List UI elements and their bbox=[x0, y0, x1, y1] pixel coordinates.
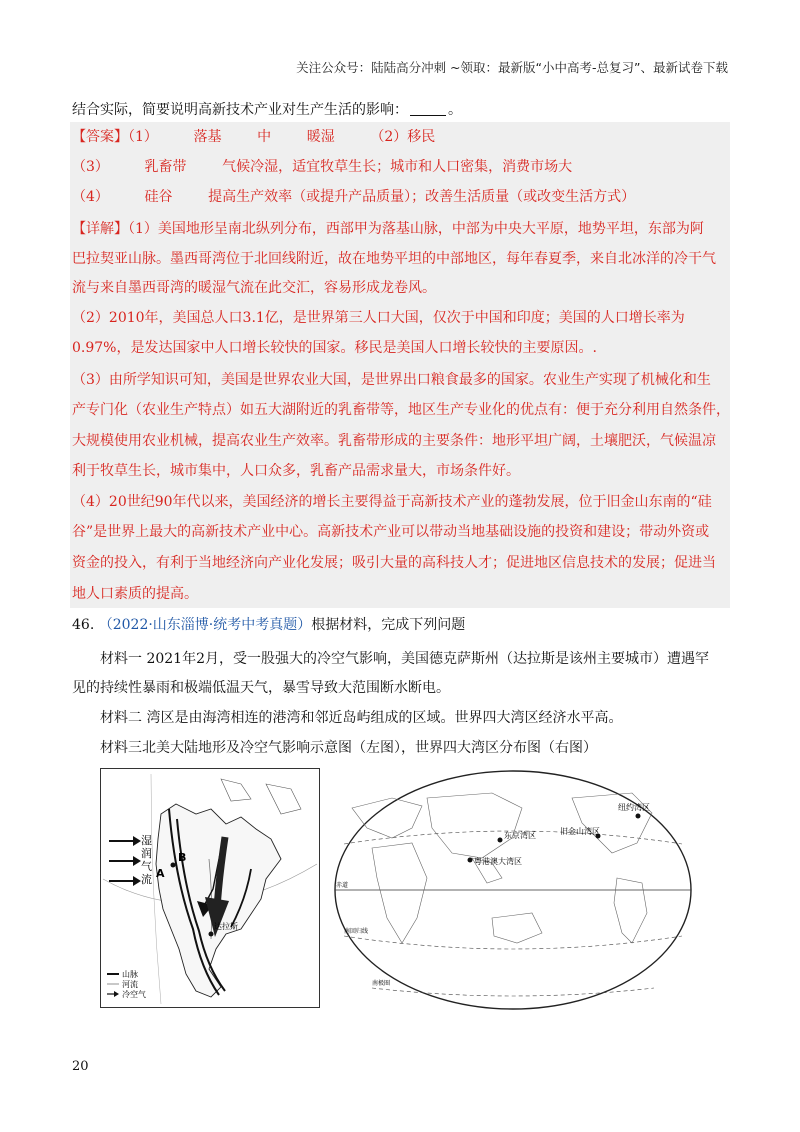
material-2: 材料二 湾区是由海湾相连的港湾和邻近岛屿组成的区域。世界四大湾区经济水平高。 bbox=[100, 710, 623, 726]
page-number: 20 bbox=[72, 1059, 89, 1074]
dallas-marker bbox=[209, 932, 214, 937]
world-bay-areas-map bbox=[332, 768, 694, 1012]
detail-line-12: 地人口素质的提高。 bbox=[72, 586, 198, 602]
legend-cold-air: 冷空气 bbox=[122, 990, 146, 999]
answer-blank bbox=[410, 101, 446, 116]
detail-line-8: 利于牧草生长，城市集中，人口众多，乳畜产品需求量大，市场条件好。 bbox=[72, 463, 520, 479]
airflow-arrowhead-1 bbox=[133, 836, 141, 846]
legend-mountain: 山脉 bbox=[122, 970, 138, 979]
question-46 bbox=[72, 615, 465, 635]
intro-end: 。 bbox=[448, 102, 462, 118]
detail-line-6: 产专门化（农业生产特点）如五大湖附近的乳畜带等，地区生产专业化的优点有：便于充分利用自然条件， bbox=[72, 402, 730, 418]
airflow-label-1: 湿 bbox=[141, 834, 152, 847]
north-america-map bbox=[100, 768, 320, 1008]
page-header: 关注公众号：陆陆高分冲刺 ~领取：最新版“小中高考-总复习”、最新试卷下载 bbox=[296, 60, 728, 75]
detail-line-7: 大规模使用农业机械，提高农业生产效率。乳畜带形成的主要条件：地形平坦广阔，土壤肥沃，气候温凉 bbox=[72, 433, 716, 449]
detail-line-9: （4）20世纪90年代以来，美国经济的增长主要得益于高新技术产业的蓬勃发展，位于旧金山东南的“硅 bbox=[72, 494, 712, 510]
answer-line-3: （4） 硅谷 提高生产效率（或提升产品质量）；改善生活质量（或改变生活方式） bbox=[72, 189, 636, 205]
equator-label: 赤道 bbox=[336, 882, 349, 889]
tokyo-bay-marker bbox=[498, 838, 503, 843]
airflow-label-2: 润 bbox=[141, 847, 152, 860]
question-source[interactable]: （2022·山东淄博·统考中考真题） bbox=[98, 617, 312, 633]
gba-label: 粤港澳大湾区 bbox=[474, 857, 522, 866]
detail-line-3: （2）2010年，美国总人口3.1亿，是世界第三人口大国，仅次于中国和印度；美国的人口增长率为 bbox=[72, 310, 685, 326]
detail-line-11: 资金的投入，有利于当地经济向产业化发展；吸引大量的高科技人才；促进地区信息技术的发展；促进当 bbox=[72, 555, 716, 571]
gba-marker bbox=[468, 858, 473, 863]
detail-label: 【详解】 bbox=[72, 221, 128, 237]
label-b: B bbox=[178, 851, 187, 864]
ny-bay-label: 纽约湾区 bbox=[618, 803, 650, 812]
legend-cold-air-head bbox=[114, 991, 119, 997]
airflow-label-3: 气 bbox=[141, 860, 152, 873]
greenland-outline bbox=[266, 784, 301, 814]
detail-line-10: 谷”是世界上最大的高新技术产业中心。高新技术产业可以带动当地基础设施的投资和建设；带动外资或 bbox=[72, 524, 710, 540]
legend-river: 河流 bbox=[122, 980, 138, 989]
answer-line-1 bbox=[72, 127, 435, 147]
question-number: 46. bbox=[72, 617, 95, 633]
dallas-label: 达拉斯 bbox=[214, 922, 238, 931]
answer-line-2: （3） 乳畜带 气候冷湿，适宜牧草生长；城市和人口密集，消费市场大 bbox=[72, 159, 573, 175]
airflow-label-4: 流 bbox=[141, 873, 152, 886]
tropic-capricorn-label: 南回归线 bbox=[344, 928, 369, 935]
detail-text-0: （1）美国地形呈南北纵列分布，西部甲为落基山脉，中部为中央大平原，地势平坦，东部为阿 bbox=[128, 221, 704, 237]
intro-line bbox=[72, 100, 462, 120]
material-1a: 材料一 2021年2月，受一股强大的冷空气影响，美国德克萨斯州（达拉斯是该州主要城市）遭遇罕 bbox=[100, 651, 709, 667]
material-1b: 见的持续性暴雨和极端低温天气，暴雪导致大范围断水断电。 bbox=[72, 680, 450, 696]
tokyo-bay-label: 东京湾区 bbox=[504, 831, 536, 840]
answer-text-1: （1） 落基 中 暖湿 （2）移民 bbox=[128, 129, 436, 145]
detail-line-2: 流与来自墨西哥湾的暖湿气流在此交汇，容易形成龙卷风。 bbox=[72, 280, 436, 296]
sf-bay-label: 旧金山湾区 bbox=[560, 827, 600, 836]
ny-bay-marker bbox=[636, 814, 641, 819]
detail-line-4: 0.97%，是发达国家中人口增长较快的国家。移民是美国人口增长较快的主要原因。. bbox=[72, 340, 597, 356]
arctic-island bbox=[221, 779, 251, 801]
label-a: A bbox=[156, 867, 165, 880]
detail-line-5: （3）由所学知识可知，美国是世界农业大国，是世界出口粮食最多的国家。农业生产实现了机械化和生 bbox=[72, 372, 711, 388]
point-b-marker bbox=[171, 863, 176, 868]
intro-text: 结合实际，简要说明高新技术产业对生产生活的影响： bbox=[72, 102, 408, 118]
material-3: 材料三北美大陆地形及冷空气影响示意图（左图），世界四大湾区分布图（右图） bbox=[100, 740, 597, 756]
airflow-arrowhead-2 bbox=[133, 856, 141, 866]
north-america-map-svg bbox=[101, 769, 319, 1007]
answer-label: 【答案】 bbox=[72, 129, 128, 145]
question-prompt: 根据材料，完成下列问题 bbox=[311, 617, 466, 633]
antarctic-label: 南极圈 bbox=[372, 980, 391, 987]
airflow-arrowhead-3 bbox=[133, 876, 141, 886]
detail-line-0 bbox=[72, 219, 704, 239]
world-bay-areas-map-svg bbox=[332, 768, 694, 1012]
detail-line-1: 巴拉契亚山脉。墨西哥湾位于北回线附近，故在地势平坦的中部地区，每年春夏季，来自北冰洋的冷干气 bbox=[72, 251, 716, 267]
